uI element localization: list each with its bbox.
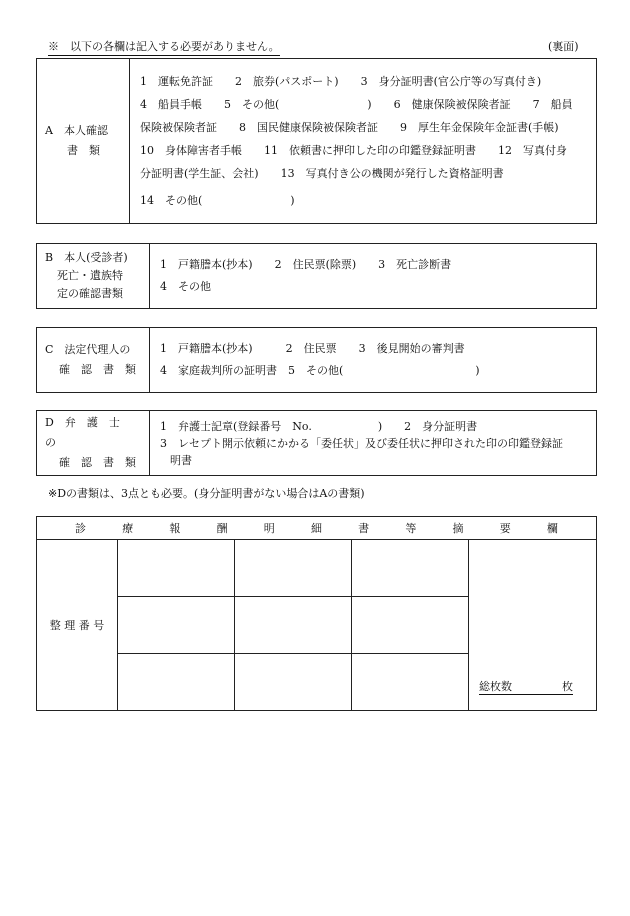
summary-cell — [352, 540, 469, 597]
list-line: 4 家庭裁判所の証明書 5 その他( ) — [160, 364, 480, 377]
summary-cell — [118, 654, 235, 711]
notice-no-entry-required: ※ 以下の各欄は記入する必要がありません。 — [48, 38, 280, 56]
section-d-note: ※Dの書類は、3点とも必要。(身分証明書がない場合はAの書類) — [48, 487, 365, 500]
summary-cell — [118, 597, 235, 654]
summary-cell — [235, 597, 352, 654]
list-line: 10 身体障害者手帳 11 依頼書に押印した印の印鑑登録証明書 12 写真付身 — [140, 144, 567, 157]
list-line: 4 その他 — [160, 280, 211, 293]
list-line: 1 戸籍謄本(抄本) 2 住民票 3 後見開始の審判書 — [160, 342, 465, 355]
total-sheets-cell — [469, 540, 597, 711]
total-sheets-label: 総枚数 — [479, 680, 512, 693]
section-c-list — [150, 328, 597, 393]
summary-cell — [118, 540, 235, 597]
list-line: 1 運転免許証 2 旅券(パスポート) 3 身分証明書(官公庁等の写真付き) — [140, 75, 542, 88]
section-b-label: B 本人(受診者) 死亡・遺族特 定の確認書類 — [37, 244, 150, 309]
list-line: 明書 — [170, 453, 192, 467]
medical-fee-summary-table — [36, 516, 597, 711]
list-line: 3 レセプト開示依頼にかかる「委任状」及び委任状に押印された印の印鑑登録証 — [160, 436, 563, 450]
section-a-identity-documents — [36, 58, 597, 224]
section-d-label: D 弁 護 士 の 確 認 書 類 — [37, 411, 150, 476]
list-line: 4 船員手帳 5 その他( ) 6 健康保険被保険者証 7 船員 — [140, 98, 573, 111]
section-a-list — [130, 59, 597, 224]
list-line: 保険被保険者証 8 国民健康保険被保険者証 9 厚生年金保険年金証書(手帳) — [140, 121, 559, 134]
reverse-side-label: (裏面) — [548, 40, 579, 53]
section-a-label: A 本人確認 書 類 — [37, 59, 130, 224]
list-line: 1 弁護士記章(登録番号 No. ) 2 身分証明書 — [160, 419, 478, 433]
total-sheets-unit: 枚 — [562, 680, 573, 693]
summary-cell — [235, 654, 352, 711]
summary-cell — [352, 597, 469, 654]
reference-number-label: 整 理 番 号 — [37, 540, 118, 711]
summary-cell — [235, 540, 352, 597]
list-line: 分証明書(学生証、会社) 13 写真付き公の機関が発行した資格証明書 — [140, 167, 504, 180]
list-line: 14 その他( ) — [140, 194, 295, 207]
summary-cell — [352, 654, 469, 711]
section-d-list — [150, 411, 597, 476]
section-c-legal-representative-documents — [36, 327, 597, 393]
section-c-label: C 法定代理人の 確 認 書 類 — [37, 328, 150, 393]
section-b-deceased-documents — [36, 243, 597, 309]
section-d-attorney-documents — [36, 410, 597, 476]
section-b-list — [150, 244, 597, 309]
summary-title: 診 療 報 酬 明 細 書 等 摘 要 欄 — [37, 517, 597, 540]
list-line: 1 戸籍謄本(抄本) 2 住民票(除票) 3 死亡診断書 — [160, 258, 452, 271]
